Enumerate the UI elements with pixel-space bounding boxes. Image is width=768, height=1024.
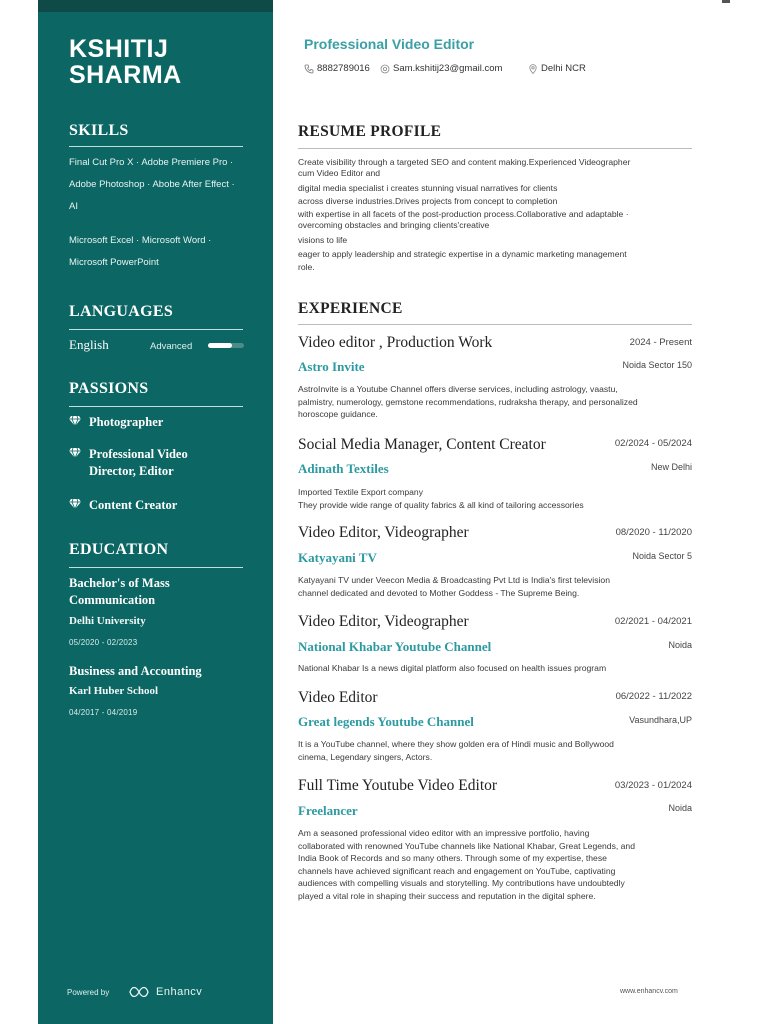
language-proficiency-bar xyxy=(208,343,244,348)
job-dates: 06/2022 - 11/2022 xyxy=(615,691,692,702)
skill-line: Microsoft PowerPoint xyxy=(69,257,159,268)
profile-text-line: visions to life xyxy=(298,235,348,245)
diamond-icon xyxy=(69,415,81,427)
job-company: Freelancer xyxy=(298,803,358,818)
diamond-icon xyxy=(69,447,81,459)
job-description: Katyayani TV under Veecon Media & Broadcasting Pvt Ltd is India's first television channel dedicated and devoted to Mother Goddess - The Supreme Being. xyxy=(298,575,610,598)
skills-title: SKILLS xyxy=(69,122,129,139)
job-company: National Khabar Youtube Channel xyxy=(298,639,492,654)
profile-text-line: role. xyxy=(298,262,315,272)
job-location: Noida xyxy=(668,640,692,650)
job-dates: 02/2021 - 04/2021 xyxy=(614,616,692,627)
location-text: Delhi NCR xyxy=(541,63,586,74)
job-company: Adinath Textiles xyxy=(298,461,389,476)
main-content xyxy=(298,0,698,1024)
job-company: Great legends Youtube Channel xyxy=(298,714,474,729)
job-dates: 2024 - Present xyxy=(629,337,692,348)
passion-label: Photographer xyxy=(89,415,164,429)
languages-divider xyxy=(69,329,243,330)
footer-url: www.enhancv.com xyxy=(620,988,678,995)
job-dates: 08/2020 - 11/2020 xyxy=(615,527,692,538)
passions-divider xyxy=(69,406,243,407)
job-location: Noida xyxy=(668,803,692,813)
skill-line: AI xyxy=(69,201,78,212)
education-degree: Business and Accounting xyxy=(69,664,202,678)
skill-line: Final Cut Pro X · Adobe Premiere Pro · xyxy=(69,157,234,168)
languages-title: LANGUAGES xyxy=(69,303,174,320)
job-description: National Khabar Is a news digital platform also focused on health issues program xyxy=(298,663,607,673)
corner-mark xyxy=(722,0,730,3)
skill-line: Microsoft Excel · Microsoft Word · xyxy=(69,235,212,246)
sidebar xyxy=(38,12,273,1024)
experience-divider xyxy=(298,324,692,325)
job-title: Video Editor, Videographer xyxy=(298,613,469,630)
job-company: Astro Invite xyxy=(298,359,365,374)
education-title: EDUCATION xyxy=(69,541,169,558)
education-school: Delhi University xyxy=(69,615,146,627)
job-title: Video editor , Production Work xyxy=(298,334,493,351)
profile-text-line: overcoming obstacles and bringing clients'creative xyxy=(298,220,490,230)
profile-text-line: Create visibility through a targeted SEO and content making.Experienced Videographer xyxy=(298,157,631,167)
skill-line: Adobe Photoshop · Abobe After Effect · xyxy=(69,179,235,190)
passions-title: PASSIONS xyxy=(69,380,149,397)
name-line-1: KSHITIJ xyxy=(69,35,169,63)
job-title: Social Media Manager, Content Creator xyxy=(298,436,546,453)
profile-divider xyxy=(298,148,692,149)
education-divider xyxy=(69,567,243,568)
job-dates: 02/2024 - 05/2024 xyxy=(614,438,692,449)
education-dates: 04/2017 - 04/2019 xyxy=(69,708,138,717)
diamond-icon xyxy=(69,498,81,510)
education-school: Karl Huber School xyxy=(69,685,159,697)
job-title: Video Editor, Videographer xyxy=(298,524,469,541)
job-title: Video Editor xyxy=(298,689,378,706)
candidate-name xyxy=(69,36,182,88)
enhancv-brand: Enhancv xyxy=(156,986,203,998)
language-level: Advanced xyxy=(150,341,193,352)
headline: Professional Video Editor xyxy=(304,36,475,52)
powered-by-label: Powered by xyxy=(67,988,110,997)
skills-divider xyxy=(69,146,243,147)
job-location: New Delhi xyxy=(650,462,692,472)
page-top-strip xyxy=(38,0,273,12)
job-title: Full Time Youtube Video Editor xyxy=(298,777,498,794)
passion-label: Content Creator xyxy=(89,498,178,512)
phone-icon xyxy=(304,64,314,74)
language-name: English xyxy=(69,337,109,352)
job-description: AstroInvite is a Youtube Channel offers diverse services, including astrology, vaastu, palmistry, numerology, gemstone recommendations, rudraksha therapy, and personalized horoscope guidance. xyxy=(298,384,638,419)
language-proficiency-fill xyxy=(208,343,232,348)
job-dates: 03/2023 - 01/2024 xyxy=(614,780,692,791)
job-description: It is a YouTube channel, where they show golden era of Hindi music and Bollywood cinema, Legendary singers, Actors. xyxy=(298,739,614,762)
education-degree: Bachelor's of Mass Communication xyxy=(69,576,170,607)
enhancv-logo-icon xyxy=(128,986,150,998)
education-dates: 05/2020 - 02/2023 xyxy=(69,638,138,647)
location-pin-icon xyxy=(528,64,538,74)
job-description: Am a seasoned professional video editor with an impressive portfolio, having collaborated with renowned YouTube channels like National Khabar, Great Legends, and India Book of Records and so many others. Through some of my expertise, these channels have achieved significant reach and engagement on YouTube, captivating audiences with compelling visuals and storytelling. My contributions have undoubtedly played a vital role in shaping their success and reputation in the digital sphere. xyxy=(298,828,635,901)
phone-number: 8882789016 xyxy=(317,63,370,74)
job-location: Noida Sector 150 xyxy=(622,360,692,370)
profile-text-line: across diverse industries.Drives projects from concept to completion xyxy=(298,196,558,206)
job-location: Vasundhara,UP xyxy=(629,715,692,725)
experience-title: EXPERIENCE xyxy=(298,300,403,317)
profile-text-line: cum Video Editor and xyxy=(298,168,381,178)
name-line-2: SHARMA xyxy=(69,61,182,89)
email-address: Sam.kshitij23@gmail.com xyxy=(393,63,503,74)
profile-text-line: with expertise in all facets of the post-production process.Collaborative and adaptable · xyxy=(298,209,629,219)
profile-text-line: eager to apply leadership and strategic expertise in a dynamic marketing management xyxy=(298,249,627,259)
at-sign-icon xyxy=(380,64,390,74)
job-company: Katyayani TV xyxy=(298,550,377,565)
job-description: Imported Textile Export company They provide wide range of quality fabrics & all kind of tailoring accessories xyxy=(298,487,584,510)
passion-label: Professional Video Director, Editor xyxy=(89,447,188,478)
profile-text-line: digital media specialist i creates stunning visual narratives for clients xyxy=(298,183,558,193)
profile-title: RESUME PROFILE xyxy=(298,123,442,140)
job-location: Noida Sector 5 xyxy=(632,551,692,561)
